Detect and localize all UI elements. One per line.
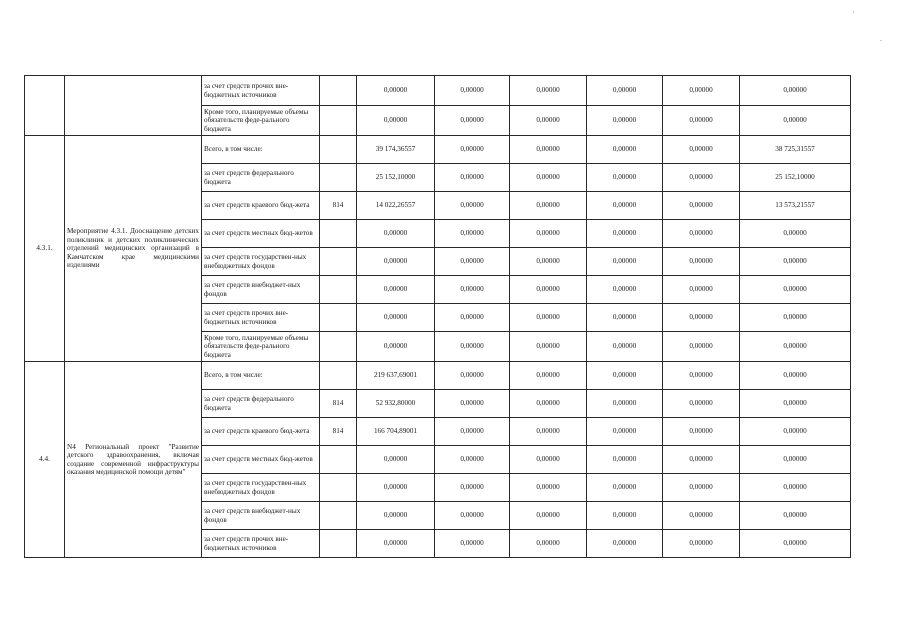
year-amount: 0,00000 [740,530,851,558]
year-amount: 0,00000 [587,362,663,390]
total-amount: 0,00000 [357,332,435,362]
year-amount: 0,00000 [740,502,851,530]
year-amount: 0,00000 [740,390,851,418]
year-amount: 0,00000 [510,530,587,558]
total-amount: 25 152,10000 [357,164,435,192]
funding-source: за счет средств краевого бюд-жета [202,418,320,446]
year-amount: 0,00000 [510,136,587,164]
measure-description: N4 Региональный проект "Развитие детского здравоохранения, включая создание современной инфраструктуры оказания медицинской помощи детям" [65,362,202,558]
budget-code [320,446,357,474]
year-amount: 0,00000 [510,276,587,304]
year-amount: 0,00000 [663,136,740,164]
total-amount: 14 022,26557 [357,192,435,220]
total-amount: 0,00000 [357,76,435,106]
year-amount: 0,00000 [510,390,587,418]
year-amount: 0,00000 [510,304,587,332]
year-amount: 0,00000 [587,304,663,332]
year-amount: 0,00000 [663,276,740,304]
year-amount: 0,00000 [587,220,663,248]
year-amount: 0,00000 [663,418,740,446]
year-amount: 0,00000 [663,332,740,362]
year-amount: 0,00000 [435,106,510,136]
year-amount: 0,00000 [663,304,740,332]
budget-code [320,530,357,558]
year-amount: 0,00000 [510,332,587,362]
scan-speck: . [880,34,882,43]
year-amount: 0,00000 [740,474,851,502]
year-amount: 0,00000 [740,446,851,474]
row-index: 4.3.1. [25,136,65,362]
budget-code [320,502,357,530]
funding-source: за счет средств внебюджет-ных фондов [202,276,320,304]
row-index: 4.4. [25,362,65,558]
year-amount: 0,00000 [663,446,740,474]
budget-code: 814 [320,390,357,418]
year-amount: 0,00000 [587,502,663,530]
year-amount: 0,00000 [510,106,587,136]
budget-table-body [25,76,851,558]
measure-description [65,76,202,136]
year-amount: 0,00000 [663,390,740,418]
funding-source: за счет средств краевого бюд-жета [202,192,320,220]
budget-code [320,304,357,332]
funding-source: Всего, в том числе: [202,362,320,390]
total-amount: 0,00000 [357,530,435,558]
year-amount: 25 152,10000 [740,164,851,192]
year-amount: 0,00000 [587,332,663,362]
year-amount: 0,00000 [663,362,740,390]
scan-speck: ' [853,10,855,19]
year-amount: 0,00000 [663,502,740,530]
year-amount: 0,00000 [510,192,587,220]
funding-source: Кроме того, планируемые объемы обязательств феде-рального бюджета [202,332,320,362]
year-amount: 0,00000 [663,164,740,192]
year-amount: 0,00000 [740,220,851,248]
table-row [25,136,851,164]
year-amount: 0,00000 [663,192,740,220]
year-amount: 0,00000 [435,530,510,558]
year-amount: 0,00000 [435,76,510,106]
measure-description: Мероприятие 4.3.1. Дооснащение детских поликлиник и детских поликлинических отделений медицинских организаций в Камчатском крае медицинскими изделиями [65,136,202,362]
year-amount: 0,00000 [587,76,663,106]
year-amount: 0,00000 [663,530,740,558]
funding-source: за счет средств государствен-ных внебюджетных фондов [202,248,320,276]
year-amount: 0,00000 [510,248,587,276]
year-amount: 0,00000 [663,474,740,502]
budget-code [320,106,357,136]
year-amount: 0,00000 [587,136,663,164]
total-amount: 0,00000 [357,106,435,136]
year-amount: 0,00000 [587,530,663,558]
budget-code [320,164,357,192]
year-amount: 0,00000 [510,446,587,474]
year-amount: 0,00000 [587,390,663,418]
year-amount: 0,00000 [587,446,663,474]
year-amount: 0,00000 [587,106,663,136]
year-amount: 13 573,21557 [740,192,851,220]
year-amount: 0,00000 [435,390,510,418]
funding-source: за счет средств прочих вне-бюджетных источников [202,530,320,558]
year-amount: 0,00000 [587,164,663,192]
total-amount: 219 637,69001 [357,362,435,390]
total-amount: 0,00000 [357,220,435,248]
budget-code [320,220,357,248]
year-amount: 0,00000 [435,304,510,332]
funding-source: за счет средств прочих вне-бюджетных источников [202,304,320,332]
total-amount: 52 932,80000 [357,390,435,418]
funding-source: за счет средств прочих вне-бюджетных источников [202,76,320,106]
year-amount: 38 725,31557 [740,136,851,164]
year-amount: 0,00000 [510,418,587,446]
total-amount: 166 704,89001 [357,418,435,446]
table-row [25,76,851,106]
year-amount: 0,00000 [740,362,851,390]
funding-source: за счет средств местных бюд-жетов [202,446,320,474]
budget-code: 814 [320,418,357,446]
row-index [25,76,65,136]
total-amount: 39 174,36557 [357,136,435,164]
total-amount: 0,00000 [357,446,435,474]
year-amount: 0,00000 [740,418,851,446]
funding-source: за счет средств федерального бюджета [202,164,320,192]
year-amount: 0,00000 [435,248,510,276]
total-amount: 0,00000 [357,276,435,304]
year-amount: 0,00000 [435,276,510,304]
year-amount: 0,00000 [587,276,663,304]
year-amount: 0,00000 [587,248,663,276]
table-row [25,362,851,390]
year-amount: 0,00000 [663,76,740,106]
year-amount: 0,00000 [740,248,851,276]
total-amount: 0,00000 [357,248,435,276]
funding-source: за счет средств федерального бюджета [202,390,320,418]
year-amount: 0,00000 [663,106,740,136]
year-amount: 0,00000 [510,474,587,502]
funding-source: Кроме того, планируемые объемы обязательств феде-рального бюджета [202,106,320,136]
budget-table [24,75,851,558]
year-amount: 0,00000 [740,304,851,332]
total-amount: 0,00000 [357,474,435,502]
budget-code [320,76,357,106]
total-amount: 0,00000 [357,502,435,530]
year-amount: 0,00000 [587,192,663,220]
year-amount: 0,00000 [510,164,587,192]
budget-code [320,136,357,164]
budget-code [320,332,357,362]
year-amount: 0,00000 [435,164,510,192]
year-amount: 0,00000 [740,76,851,106]
year-amount: 0,00000 [435,332,510,362]
budget-code: 814 [320,192,357,220]
year-amount: 0,00000 [510,76,587,106]
budget-code [320,276,357,304]
total-amount: 0,00000 [357,304,435,332]
year-amount: 0,00000 [435,136,510,164]
year-amount: 0,00000 [510,502,587,530]
year-amount: 0,00000 [740,106,851,136]
year-amount: 0,00000 [435,220,510,248]
year-amount: 0,00000 [510,220,587,248]
year-amount: 0,00000 [510,362,587,390]
year-amount: 0,00000 [663,220,740,248]
year-amount: 0,00000 [663,248,740,276]
funding-source: Всего, в том числе: [202,136,320,164]
budget-code [320,248,357,276]
funding-source: за счет средств внебюджет-ных фондов [202,502,320,530]
year-amount: 0,00000 [740,276,851,304]
year-amount: 0,00000 [435,502,510,530]
year-amount: 0,00000 [435,192,510,220]
year-amount: 0,00000 [740,332,851,362]
year-amount: 0,00000 [587,418,663,446]
budget-code [320,362,357,390]
funding-source: за счет средств государствен-ных внебюджетных фондов [202,474,320,502]
budget-code [320,474,357,502]
year-amount: 0,00000 [435,474,510,502]
year-amount: 0,00000 [435,418,510,446]
funding-source: за счет средств местных бюд-жетов [202,220,320,248]
year-amount: 0,00000 [435,446,510,474]
year-amount: 0,00000 [587,474,663,502]
year-amount: 0,00000 [435,362,510,390]
